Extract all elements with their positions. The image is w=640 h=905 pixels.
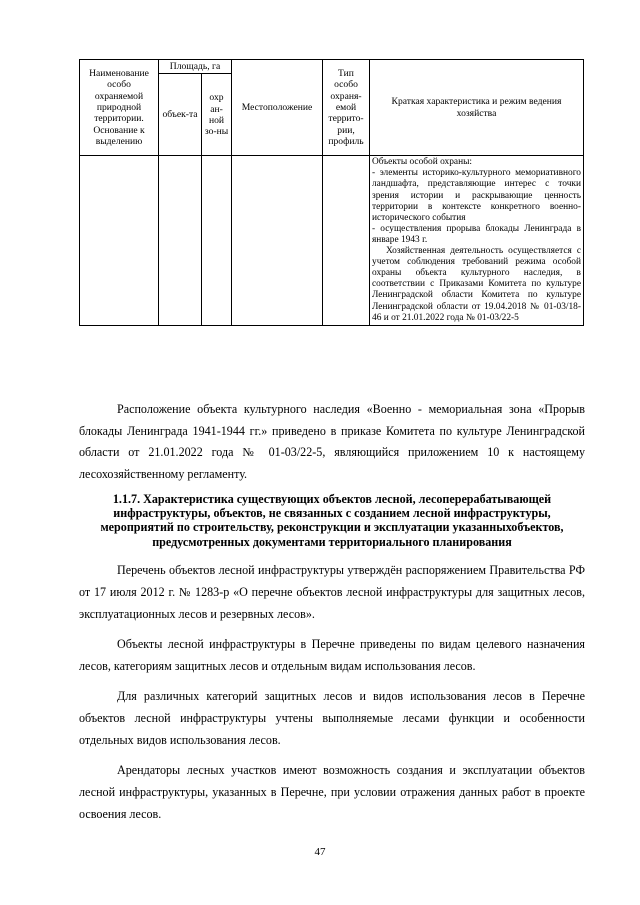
description-line: - осуществления прорыва блокады Ленинграда в январе 1943 г. bbox=[372, 223, 581, 245]
header-description: Краткая характеристика и режим ведения хозяйства bbox=[370, 60, 584, 156]
header-area-object: объек-та bbox=[159, 74, 202, 156]
section-heading: 1.1.7. Характеристика существующих объектов лесной, лесоперерабатывающей инфраструктуры, объектов, не связанных с созданием лесной инфраструктуры, мероприятий по строительству, реконструкции и эксплуатации указанныхобъектов, предусмотренных документами территориального планирования bbox=[100, 492, 564, 549]
paragraph: Перечень объектов лесной инфраструктуры утверждён распоряжением Правительства РФ от 17 июля 2012 г. № 1283-р «О перечне объектов лесной инфраструктуры для защитных лесов, эксплуатационных лесов и резервных лесов». bbox=[79, 563, 585, 621]
protected-territory-table bbox=[79, 59, 584, 326]
cell-area-protected bbox=[202, 156, 232, 325]
header-name: Наименование особо охраняемой природной территории. Основание к выделению bbox=[80, 60, 159, 156]
paragraph: Для различных категорий защитных лесов и видов использования лесов в Перечне объектов лесной инфраструктуры учтены выполняемые лесами функции и особенности отдельных видов использования лесов. bbox=[79, 689, 585, 747]
cell-description bbox=[370, 156, 584, 325]
description-line: Хозяйственная деятельность осуществляется с учетом соблюдения требований режима особой охраны объекта культурного наследия, в соответствии с Приказами Комитета по культуре Ленинградской области Комитета по культуре Ленинградской области от 19.04.2018 № 01-03/18-46 и от 21.01.2022 года № 01-03/22-5 bbox=[372, 246, 581, 323]
cell-type bbox=[323, 156, 370, 325]
description-line: - элементы историко-культурного мемориативного ландшафта, представляющие интерес с точки зрения истории и раскрывающие ценность территории в контексте конкретного военно-исторического события bbox=[372, 168, 581, 223]
header-area-group: Площадь, га bbox=[159, 60, 232, 74]
cell-location bbox=[232, 156, 323, 325]
paragraph-location: Расположение объекта культурного наследия «Военно - мемориальная зона «Прорыв блокады Ленинграда 1941-1944 гг.» приведено в приказе Комитета по культуре Ленинградской области от 21.01.2022 года № 01-03/22-5, являющийся приложением 10 к настоящему лесохозяйственному регламенту. bbox=[79, 402, 585, 481]
cell-area-object bbox=[159, 156, 202, 325]
description-line: Объекты особой охраны: bbox=[372, 157, 472, 168]
cell-name bbox=[80, 156, 159, 325]
table-header-row bbox=[80, 60, 584, 74]
body-paragraphs bbox=[79, 559, 585, 833]
page-number: 47 bbox=[314, 846, 326, 858]
header-area-protected: охр ан-ной зо-ны bbox=[202, 74, 232, 156]
header-location: Местоположение bbox=[232, 60, 323, 156]
header-type: Тип особо охраня-емой террито-рии, профиль bbox=[323, 60, 370, 156]
paragraph: Арендаторы лесных участков имеют возможность создания и эксплуатации объектов лесной инфраструктуры, указанных в Перечне, при условии отражения данных работ в проекте освоения лесов. bbox=[79, 763, 585, 821]
paragraph: Объекты лесной инфраструктуры в Перечне приведены по видам целевого назначения лесов, категориям защитных лесов и отдельным видам использования лесов. bbox=[79, 637, 585, 673]
table-row bbox=[80, 156, 584, 325]
